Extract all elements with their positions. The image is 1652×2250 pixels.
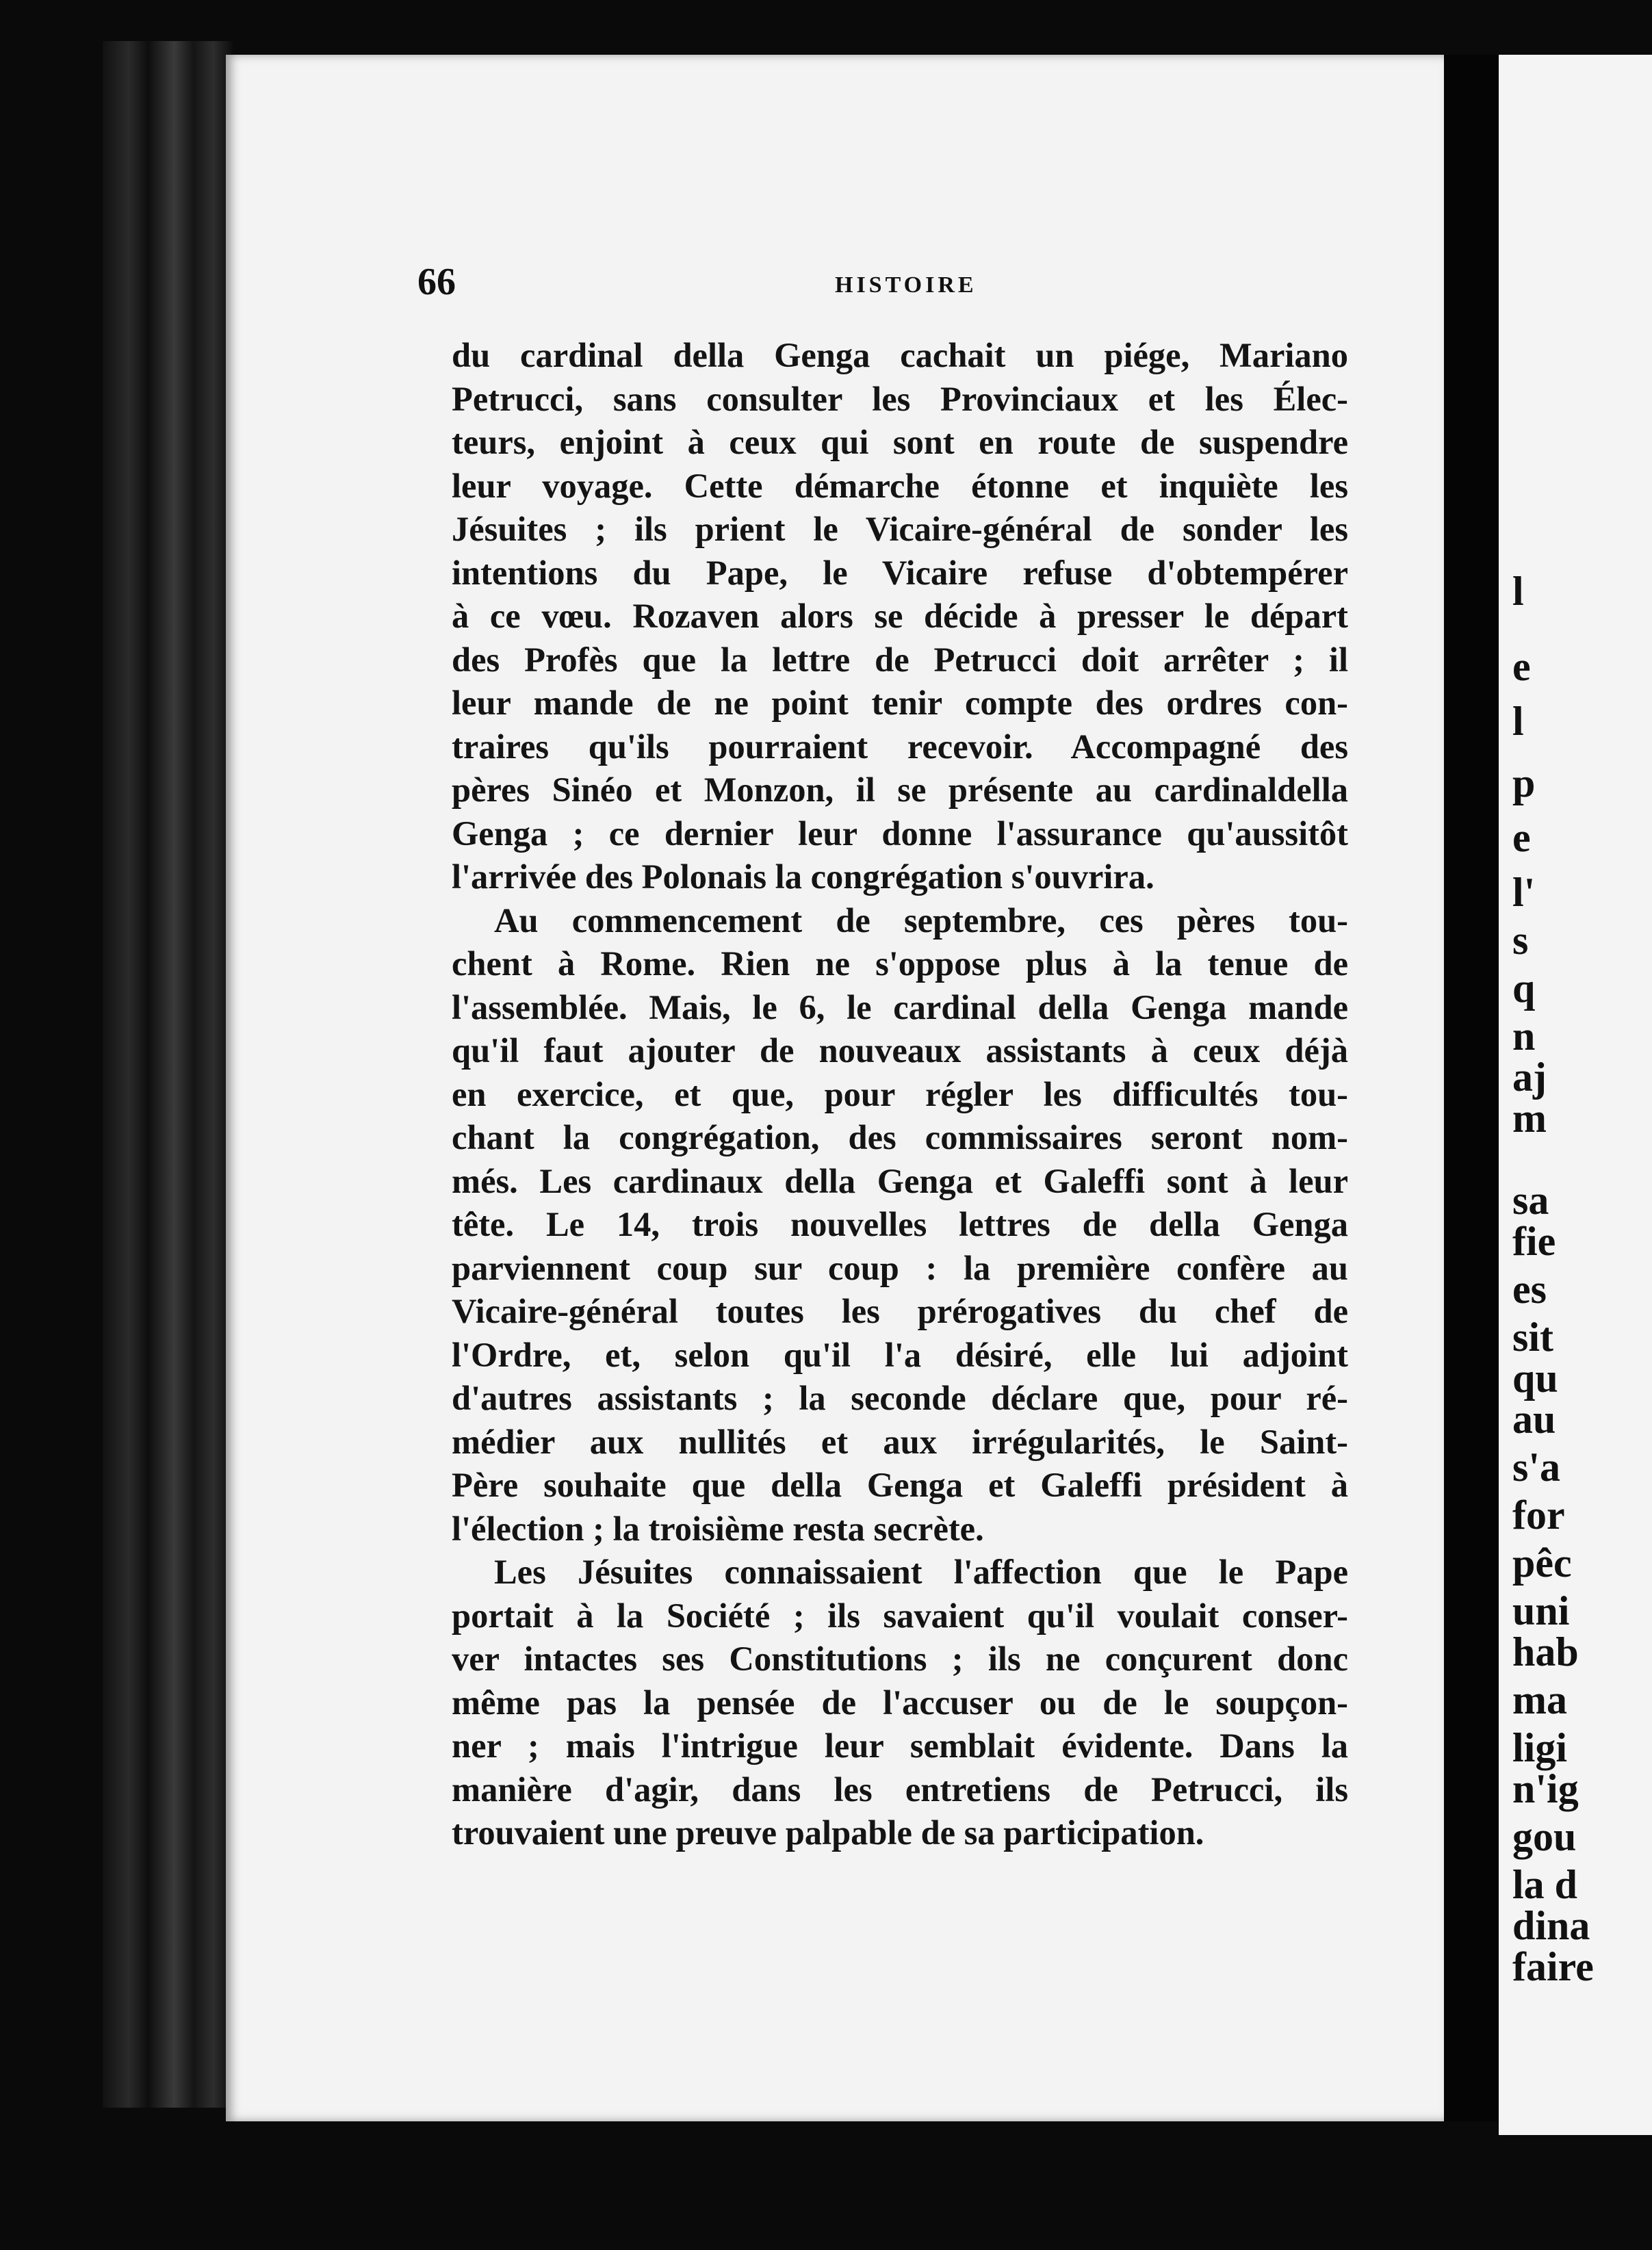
- text-line: Père souhaite que della Genga et Galeffi président à: [452, 1466, 1348, 1504]
- text-line: du cardinal della Genga cachait un piége, Mariano: [452, 336, 1348, 374]
- facing-page-fragment: n: [1512, 1013, 1536, 1059]
- page-number: 66: [417, 261, 456, 303]
- facing-page-fragment: n'ig: [1512, 1766, 1579, 1811]
- facing-page-fragment: l': [1512, 870, 1536, 915]
- text-line: leur voyage. Cette démarche étonne et inquiète les: [452, 466, 1348, 505]
- text-line: ner ; mais l'intrigue leur semblait évidente. Dans la: [452, 1727, 1348, 1765]
- facing-page-fragment: au: [1512, 1397, 1556, 1442]
- facing-page-fragment: l: [1512, 569, 1524, 614]
- text-line: portait à la Société ; ils savaient qu'il voulait conser-: [452, 1596, 1348, 1635]
- text-line: Genga ; ce dernier leur donne l'assurance qu'aussitôt: [452, 814, 1348, 853]
- text-line: l'arrivée des Polonais la congrégation s'ouvrira.: [452, 857, 1154, 896]
- text-line: trouvaient une preuve palpable de sa participation.: [452, 1813, 1204, 1852]
- text-line: Vicaire-général toutes les prérogatives du chef de: [452, 1292, 1348, 1330]
- text-line: chent à Rome. Rien ne s'oppose plus à la tenue de: [452, 944, 1348, 983]
- text-line: Jésuites ; ils prient le Vicaire-général de sonder les: [452, 510, 1348, 548]
- text-line: l'élection ; la troisième resta secrète.: [452, 1509, 984, 1548]
- facing-page-fragment: hab: [1512, 1629, 1579, 1674]
- book-page-edges: [103, 41, 233, 2108]
- facing-page-fragment: gou: [1512, 1814, 1577, 1859]
- facing-page-fragment: aj: [1512, 1055, 1547, 1100]
- facing-page-fragment: es: [1512, 1267, 1547, 1312]
- facing-page-fragment: la d: [1512, 1862, 1578, 1907]
- text-line: intentions du Pape, le Vicaire refuse d'obtempérer: [452, 553, 1348, 592]
- text-line: chant la congrégation, des commissaires seront nom-: [452, 1118, 1348, 1156]
- facing-page-fragment: p: [1512, 760, 1536, 805]
- text-line: Les Jésuites connaissaient l'affection que le Pape: [494, 1553, 1348, 1591]
- facing-page-fragment: m: [1512, 1096, 1547, 1141]
- text-line: parviennent coup sur coup : la première confère au: [452, 1248, 1348, 1287]
- text-line: Au commencement de septembre, ces pères tou-: [494, 901, 1348, 940]
- text-line: l'Ordre, et, selon qu'il l'a désiré, elle lui adjoint: [452, 1335, 1348, 1374]
- text-line: Petrucci, sans consulter les Provinciaux et les Élec-: [452, 379, 1348, 418]
- facing-page-fragment: ligi: [1512, 1725, 1568, 1770]
- text-line: ver intactes ses Constitutions ; ils ne conçurent donc: [452, 1640, 1348, 1678]
- facing-page-fragment: ma: [1512, 1677, 1567, 1722]
- text-line: médier aux nullités et aux irrégularités, le Saint-: [452, 1422, 1348, 1461]
- text-line: pères Sinéo et Monzon, il se présente au cardinaldella: [452, 771, 1348, 809]
- text-line: traires qu'ils pourraient recevoir. Accompagné des: [452, 727, 1348, 766]
- facing-page-fragment: l: [1512, 699, 1524, 744]
- text-line: des Profès que la lettre de Petrucci doit arrêter ; il: [452, 640, 1348, 679]
- facing-page-fragment: s: [1512, 918, 1529, 963]
- facing-page-fragment: qu: [1512, 1356, 1558, 1401]
- facing-page-fragment: pêc: [1512, 1540, 1572, 1586]
- facing-page-fragment: fie: [1512, 1219, 1556, 1264]
- facing-page-fragment: dina: [1512, 1903, 1590, 1948]
- facing-page-fragment: for: [1512, 1492, 1565, 1538]
- facing-page-fragment: sit: [1512, 1315, 1553, 1360]
- text-line: més. Les cardinaux della Genga et Galeffi sont à leur: [452, 1161, 1348, 1200]
- facing-page-fragment: faire: [1512, 1944, 1594, 1989]
- text-line: teurs, enjoint à ceux qui sont en route de suspendre: [452, 423, 1348, 461]
- text-line: même pas la pensée de l'accuser ou de le soupçon-: [452, 1683, 1348, 1722]
- text-line: en exercice, et que, pour régler les difficultés tou-: [452, 1074, 1348, 1113]
- text-line: d'autres assistants ; la seconde déclare que, pour ré-: [452, 1379, 1348, 1417]
- running-head-title: HISTOIRE: [835, 272, 977, 298]
- facing-page-fragment: sa: [1512, 1178, 1549, 1223]
- facing-page-fragment: e: [1512, 644, 1531, 689]
- book-gutter: [1444, 55, 1499, 2121]
- facing-page-fragment: q: [1512, 966, 1536, 1011]
- text-line: qu'il faut ajouter de nouveaux assistants à ceux déjà: [452, 1031, 1348, 1070]
- text-line: à ce vœu. Rozaven alors se décide à presser le départ: [452, 597, 1348, 635]
- facing-page-fragment: e: [1512, 815, 1531, 860]
- facing-page-fragment: uni: [1512, 1588, 1570, 1633]
- text-line: manière d'agir, dans les entretiens de Petrucci, ils: [452, 1770, 1348, 1809]
- facing-page: [1499, 55, 1652, 2135]
- text-line: leur mande de ne point tenir compte des ordres con-: [452, 684, 1348, 722]
- body-text: [452, 334, 1348, 1855]
- text-line: tête. Le 14, trois nouvelles lettres de della Genga: [452, 1205, 1348, 1243]
- text-line: l'assemblée. Mais, le 6, le cardinal della Genga mande: [452, 987, 1348, 1026]
- facing-page-fragment: s'a: [1512, 1445, 1561, 1490]
- running-head: [417, 260, 1348, 315]
